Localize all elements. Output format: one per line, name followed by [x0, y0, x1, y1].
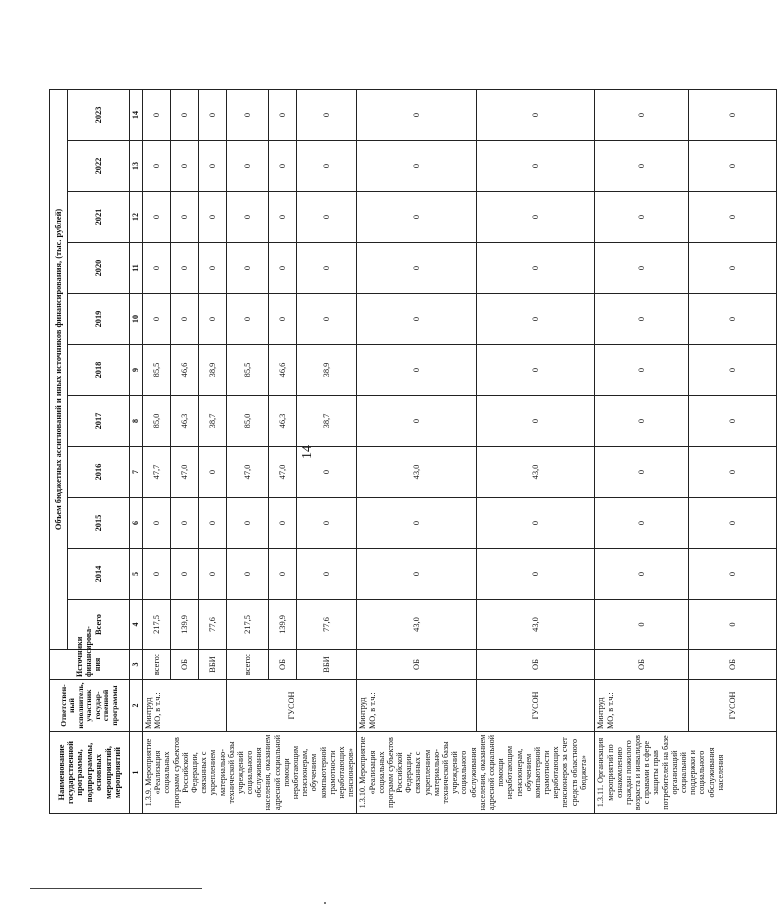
value-cell: 0: [269, 141, 297, 192]
value-cell: 0: [297, 192, 357, 243]
header-total: Всего: [68, 600, 130, 650]
header-year: 2014: [68, 549, 130, 600]
value-cell: 0: [357, 89, 477, 140]
table-row: [689, 89, 777, 813]
executor-label: ГУСОН: [477, 680, 595, 732]
value-cell: 0: [269, 243, 297, 294]
value-cell: 217,5: [227, 600, 269, 650]
value-cell: 85,5: [227, 345, 269, 396]
executor-label: Минтруд МО, в т.ч.:: [595, 680, 689, 732]
table-row: [357, 89, 477, 813]
header-source: Источники финансирова-ния: [50, 650, 130, 680]
value-cell: 0: [595, 447, 689, 498]
value-cell: 46,6: [269, 345, 297, 396]
value-cell: 0: [171, 243, 199, 294]
scan-speck: [324, 902, 326, 904]
value-cell: 0: [227, 549, 269, 600]
value-cell: 0: [689, 396, 777, 447]
value-cell: 139,9: [269, 600, 297, 650]
value-cell: 0: [357, 345, 477, 396]
column-number: 7: [130, 447, 143, 498]
value-cell: 0: [171, 89, 199, 140]
header-year: 2020: [68, 243, 130, 294]
value-cell: 0: [199, 549, 227, 600]
value-cell: 0: [689, 294, 777, 345]
value-cell: 0: [689, 243, 777, 294]
executor-label: Минтруд МО, в т.ч.:: [357, 680, 477, 732]
column-number: 8: [130, 396, 143, 447]
header-year: 2016: [68, 447, 130, 498]
value-cell: 0: [171, 549, 199, 600]
value-cell: 0: [357, 498, 477, 549]
rotated-page: [49, 90, 738, 814]
value-cell: 0: [357, 294, 477, 345]
source-cell: всего:: [143, 650, 171, 680]
value-cell: 0: [595, 89, 689, 140]
header-year: 2022: [68, 141, 130, 192]
value-cell: 38,9: [199, 345, 227, 396]
value-cell: 0: [143, 192, 171, 243]
value-cell: 0: [269, 498, 297, 549]
value-cell: 0: [689, 345, 777, 396]
value-cell: 47,0: [269, 447, 297, 498]
source-cell: ВБИ: [199, 650, 227, 680]
value-cell: 0: [477, 294, 595, 345]
column-number: 11: [130, 243, 143, 294]
value-cell: 0: [297, 447, 357, 498]
value-cell: 0: [595, 600, 689, 650]
column-number: 4: [130, 600, 143, 650]
value-cell: 0: [477, 498, 595, 549]
value-cell: 0: [227, 294, 269, 345]
value-cell: 0: [595, 498, 689, 549]
value-cell: 139,9: [171, 600, 199, 650]
value-cell: 0: [171, 294, 199, 345]
value-cell: 47,7: [143, 447, 171, 498]
header-year: 2017: [68, 396, 130, 447]
column-number: 5: [130, 549, 143, 600]
value-cell: 0: [199, 294, 227, 345]
value-cell: 0: [595, 141, 689, 192]
value-cell: 0: [595, 192, 689, 243]
value-cell: 46,3: [171, 396, 199, 447]
table-body: [143, 89, 777, 813]
header-funding-group: Объем бюджетных ассигнований и иных источников финансирования, (тыс. рублей): [50, 89, 68, 649]
value-cell: 0: [171, 192, 199, 243]
column-number: 6: [130, 498, 143, 549]
value-cell: 85,5: [143, 345, 171, 396]
value-cell: 0: [477, 192, 595, 243]
value-cell: 0: [595, 345, 689, 396]
table-row: [143, 89, 171, 813]
header-year: 2018: [68, 345, 130, 396]
column-number: 1: [130, 732, 143, 814]
value-cell: 0: [269, 89, 297, 140]
value-cell: 0: [199, 89, 227, 140]
column-number: 14: [130, 89, 143, 140]
value-cell: 0: [689, 549, 777, 600]
value-cell: 0: [227, 192, 269, 243]
measure-name: 1.3.9. Мероприятие «Реализация социальных программ субъектов Российской Федерации, связанных с укреплением материально-технической базы учреждений социального обслуживания населения, оказанием адресной социальной помощи неработающим пенсионерам, обучением компьютерной грамотности неработающих пенсионеров»: [143, 732, 357, 814]
value-cell: 0: [297, 89, 357, 140]
value-cell: 0: [357, 243, 477, 294]
value-cell: 0: [595, 243, 689, 294]
measure-name: 1.3.11. Организация мероприятий по ознакомлению граждан пожилого возраста и инвалидов с правами в сфере защиты прав потребителей на базе организаций социальной поддержки и социального обслуживания населения: [595, 732, 777, 814]
value-cell: 0: [297, 294, 357, 345]
value-cell: 0: [143, 141, 171, 192]
value-cell: 0: [595, 396, 689, 447]
header-numbers-row: [130, 89, 143, 813]
table-row: [477, 89, 595, 813]
value-cell: 0: [227, 89, 269, 140]
value-cell: 0: [689, 498, 777, 549]
value-cell: 0: [143, 243, 171, 294]
value-cell: 0: [269, 294, 297, 345]
column-number: 9: [130, 345, 143, 396]
value-cell: 0: [171, 141, 199, 192]
header-year: 2019: [68, 294, 130, 345]
source-cell: ОБ: [595, 650, 689, 680]
value-cell: 0: [477, 549, 595, 600]
value-cell: 46,3: [269, 396, 297, 447]
value-cell: 47,0: [171, 447, 199, 498]
value-cell: 38,7: [199, 396, 227, 447]
value-cell: 0: [269, 192, 297, 243]
value-cell: 0: [143, 294, 171, 345]
source-cell: ОБ: [269, 650, 297, 680]
value-cell: 0: [227, 243, 269, 294]
value-cell: 0: [477, 141, 595, 192]
value-cell: 0: [477, 345, 595, 396]
value-cell: 47,0: [227, 447, 269, 498]
value-cell: 0: [357, 141, 477, 192]
source-cell: ВБИ: [297, 650, 357, 680]
column-number: 2: [130, 680, 143, 732]
header-year: 2023: [68, 89, 130, 140]
value-cell: 0: [689, 141, 777, 192]
value-cell: 0: [143, 498, 171, 549]
table-header: [50, 89, 143, 813]
column-number: 12: [130, 192, 143, 243]
value-cell: 0: [477, 396, 595, 447]
value-cell: 77,6: [199, 600, 227, 650]
source-cell: ОБ: [689, 650, 777, 680]
value-cell: 0: [357, 192, 477, 243]
executor-label: ГУСОН: [227, 680, 357, 732]
value-cell: 0: [689, 192, 777, 243]
executor-label: ГУСОН: [689, 680, 777, 732]
value-cell: 0: [171, 498, 199, 549]
value-cell: 38,7: [297, 396, 357, 447]
value-cell: 0: [199, 243, 227, 294]
value-cell: 0: [297, 243, 357, 294]
value-cell: 0: [689, 600, 777, 650]
value-cell: 0: [227, 498, 269, 549]
value-cell: 0: [477, 89, 595, 140]
value-cell: 0: [357, 549, 477, 600]
value-cell: 38,9: [297, 345, 357, 396]
value-cell: 0: [297, 141, 357, 192]
funding-table: [49, 89, 777, 814]
value-cell: 0: [269, 549, 297, 600]
value-cell: 77,6: [297, 600, 357, 650]
header-year: 2015: [68, 498, 130, 549]
column-number: 10: [130, 294, 143, 345]
value-cell: 46,6: [171, 345, 199, 396]
value-cell: 43,0: [477, 447, 595, 498]
value-cell: 0: [357, 396, 477, 447]
executor-label: Минтруд МО, в т.ч.:: [143, 680, 227, 732]
column-number: 13: [130, 141, 143, 192]
source-cell: ОБ: [357, 650, 477, 680]
value-cell: 43,0: [477, 600, 595, 650]
table-row: [595, 89, 689, 813]
value-cell: 0: [199, 192, 227, 243]
measure-name: 1.3.10. Мероприятие «Реализация социальных программ субъектов Российской Федерации, связанных с укреплением материально-технической базы учреждений социального обслуживания населения, оказанием адресной социальной помощи неработающим пенсионерам, обучением компьютерной грамотности неработающих пенсионеров за счет средств областного бюджета»: [357, 732, 595, 814]
value-cell: 217,5: [143, 600, 171, 650]
value-cell: 0: [143, 89, 171, 140]
value-cell: 0: [199, 141, 227, 192]
column-number: 3: [130, 650, 143, 680]
footnote-rule: [30, 888, 202, 889]
table-row: [227, 89, 269, 813]
value-cell: 0: [477, 243, 595, 294]
value-cell: 0: [595, 549, 689, 600]
value-cell: 0: [199, 447, 227, 498]
value-cell: 0: [297, 498, 357, 549]
value-cell: 43,0: [357, 600, 477, 650]
header-year: 2021: [68, 192, 130, 243]
value-cell: 43,0: [357, 447, 477, 498]
value-cell: 0: [143, 549, 171, 600]
header-name: Наименование государственной программы, подпрограммы, основных мероприятий, мероприятий: [50, 732, 130, 814]
page-number: 14: [300, 445, 315, 459]
value-cell: 85,0: [143, 396, 171, 447]
value-cell: 0: [689, 447, 777, 498]
value-cell: 0: [689, 89, 777, 140]
value-cell: 0: [595, 294, 689, 345]
value-cell: 0: [227, 141, 269, 192]
header-executor: Ответствен-ный исполнитель, участник государ-ственной программы: [50, 680, 130, 732]
value-cell: 0: [297, 549, 357, 600]
source-cell: ОБ: [477, 650, 595, 680]
source-cell: ОБ: [171, 650, 199, 680]
value-cell: 85,0: [227, 396, 269, 447]
source-cell: всего:: [227, 650, 269, 680]
value-cell: 0: [199, 498, 227, 549]
